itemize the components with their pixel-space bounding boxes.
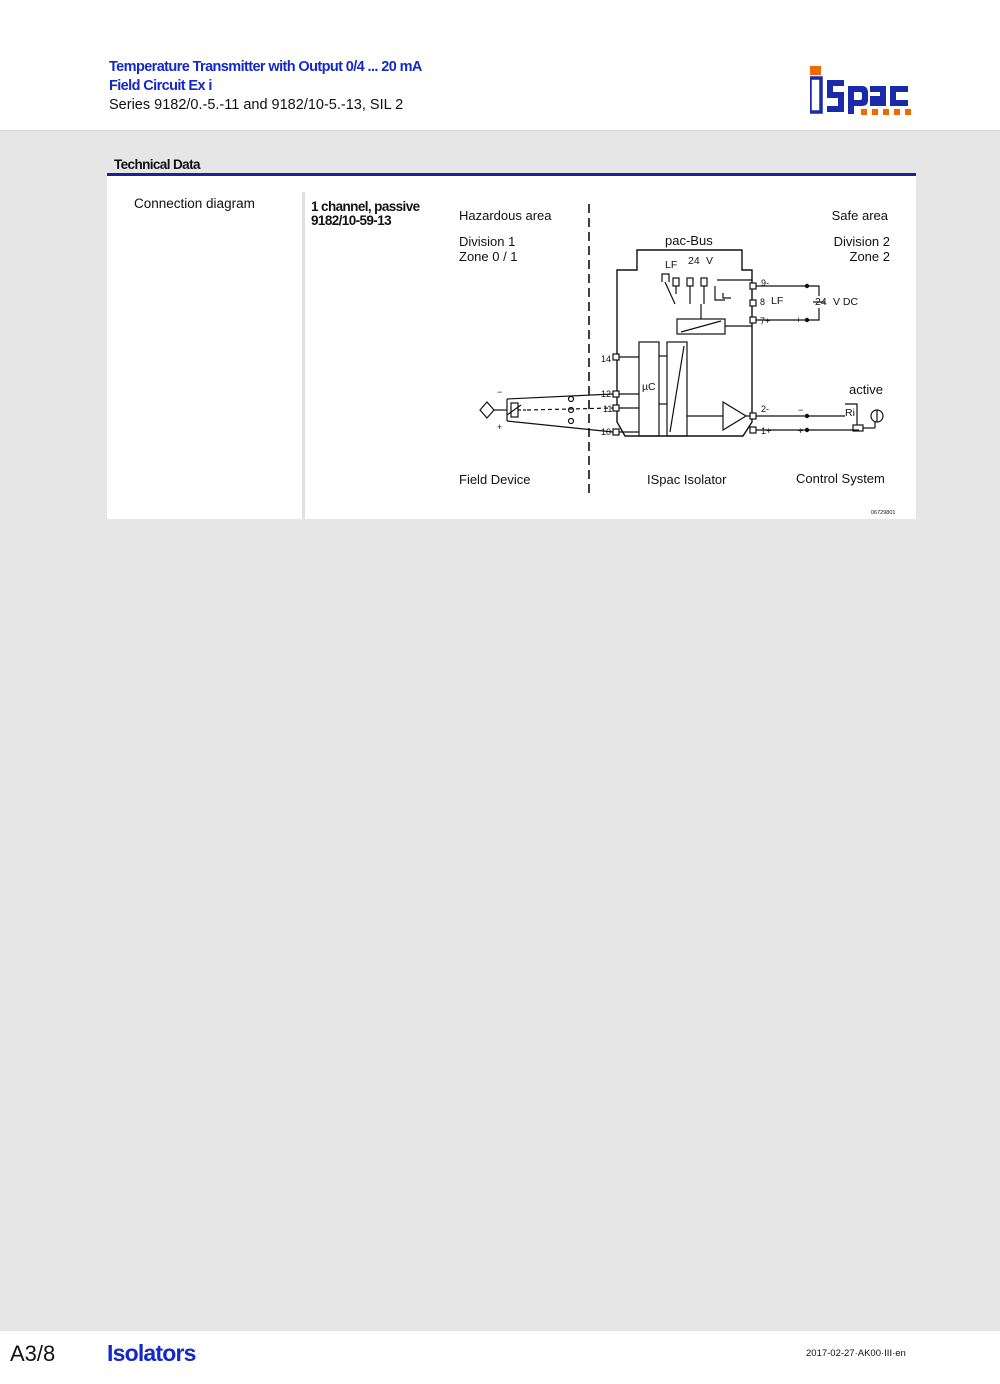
isolator-label: ISpac Isolator	[647, 472, 727, 487]
supply-24-label: 24	[815, 296, 827, 308]
safe-area-label: Safe area	[831, 208, 888, 223]
document-subtitle: Field Circuit Ex i	[109, 78, 212, 94]
control-system-label: Control System	[796, 471, 885, 486]
vdc-label: V DC	[833, 296, 859, 308]
row-label: Connection diagram	[134, 196, 255, 211]
field-wiring	[507, 394, 613, 432]
terminal-1: 1+	[761, 426, 772, 436]
supply-plus-sign: +	[796, 315, 802, 325]
pac-bus-contacts	[662, 274, 707, 304]
terminal-12: 12	[601, 389, 612, 399]
zone-2-label: Zone 2	[849, 249, 890, 264]
division-1-label: Division 1	[459, 234, 516, 249]
lf-relay	[715, 280, 752, 300]
division-2-label: Division 2	[833, 234, 890, 249]
document-title: Temperature Transmitter with Output 0/4 ... 20 mA	[109, 59, 422, 75]
footer-section-title: Isolators	[107, 1340, 196, 1366]
micro-controller-label: µC	[642, 381, 656, 393]
page-footer	[0, 1331, 1000, 1384]
variant-channel: 1 channel, passive	[311, 199, 420, 214]
resistor-label: Ri	[845, 407, 855, 419]
terminal-11: 11	[603, 404, 613, 414]
pac-bus-label: pac-Bus	[665, 233, 713, 248]
series-line: Series 9182/0.-5.-11 and 9182/10-5.-13, SIL 2	[109, 97, 404, 113]
page-number: A3/8	[10, 1341, 56, 1366]
bus-24-label: 24	[688, 255, 700, 267]
sensor-minus-sign: −	[497, 387, 503, 397]
output-minus-sign: −	[798, 405, 804, 415]
terminal-10: 10	[601, 427, 612, 437]
document-code: 2017-02-27·AK00·III·en	[806, 1348, 906, 1359]
bus-v-label: V	[706, 255, 714, 267]
connection-diagram	[447, 204, 907, 516]
page-header	[0, 0, 1000, 131]
ispac-logo	[810, 66, 916, 116]
drawing-code: 06729801	[871, 510, 896, 516]
terminal-14: 14	[601, 354, 612, 364]
variant-label	[311, 200, 420, 228]
terminal-8: 8	[760, 297, 766, 307]
output-plus-sign: +	[798, 426, 804, 436]
sensor-plus-sign: +	[497, 422, 503, 432]
hazardous-area-label: Hazardous area	[459, 208, 552, 223]
zone-0-1-label: Zone 0 / 1	[459, 249, 518, 264]
variant-part-number: 9182/10-59-13	[311, 213, 392, 228]
column-divider	[302, 192, 305, 519]
section-title: Technical Data	[114, 157, 200, 172]
supply-minus-sign: −	[796, 281, 802, 291]
terminal-7: 7+	[760, 316, 771, 326]
bus-lf-label: LF	[665, 259, 678, 271]
technical-data-table	[107, 176, 916, 519]
output-amplifier	[723, 402, 746, 430]
lf-output-label: LF	[771, 295, 784, 307]
active-label: active	[849, 382, 883, 397]
sensor-symbol	[480, 399, 527, 421]
terminal-2: 2-	[761, 404, 770, 414]
field-device-label: Field Device	[459, 472, 531, 487]
terminal-9: 9-	[761, 278, 770, 288]
